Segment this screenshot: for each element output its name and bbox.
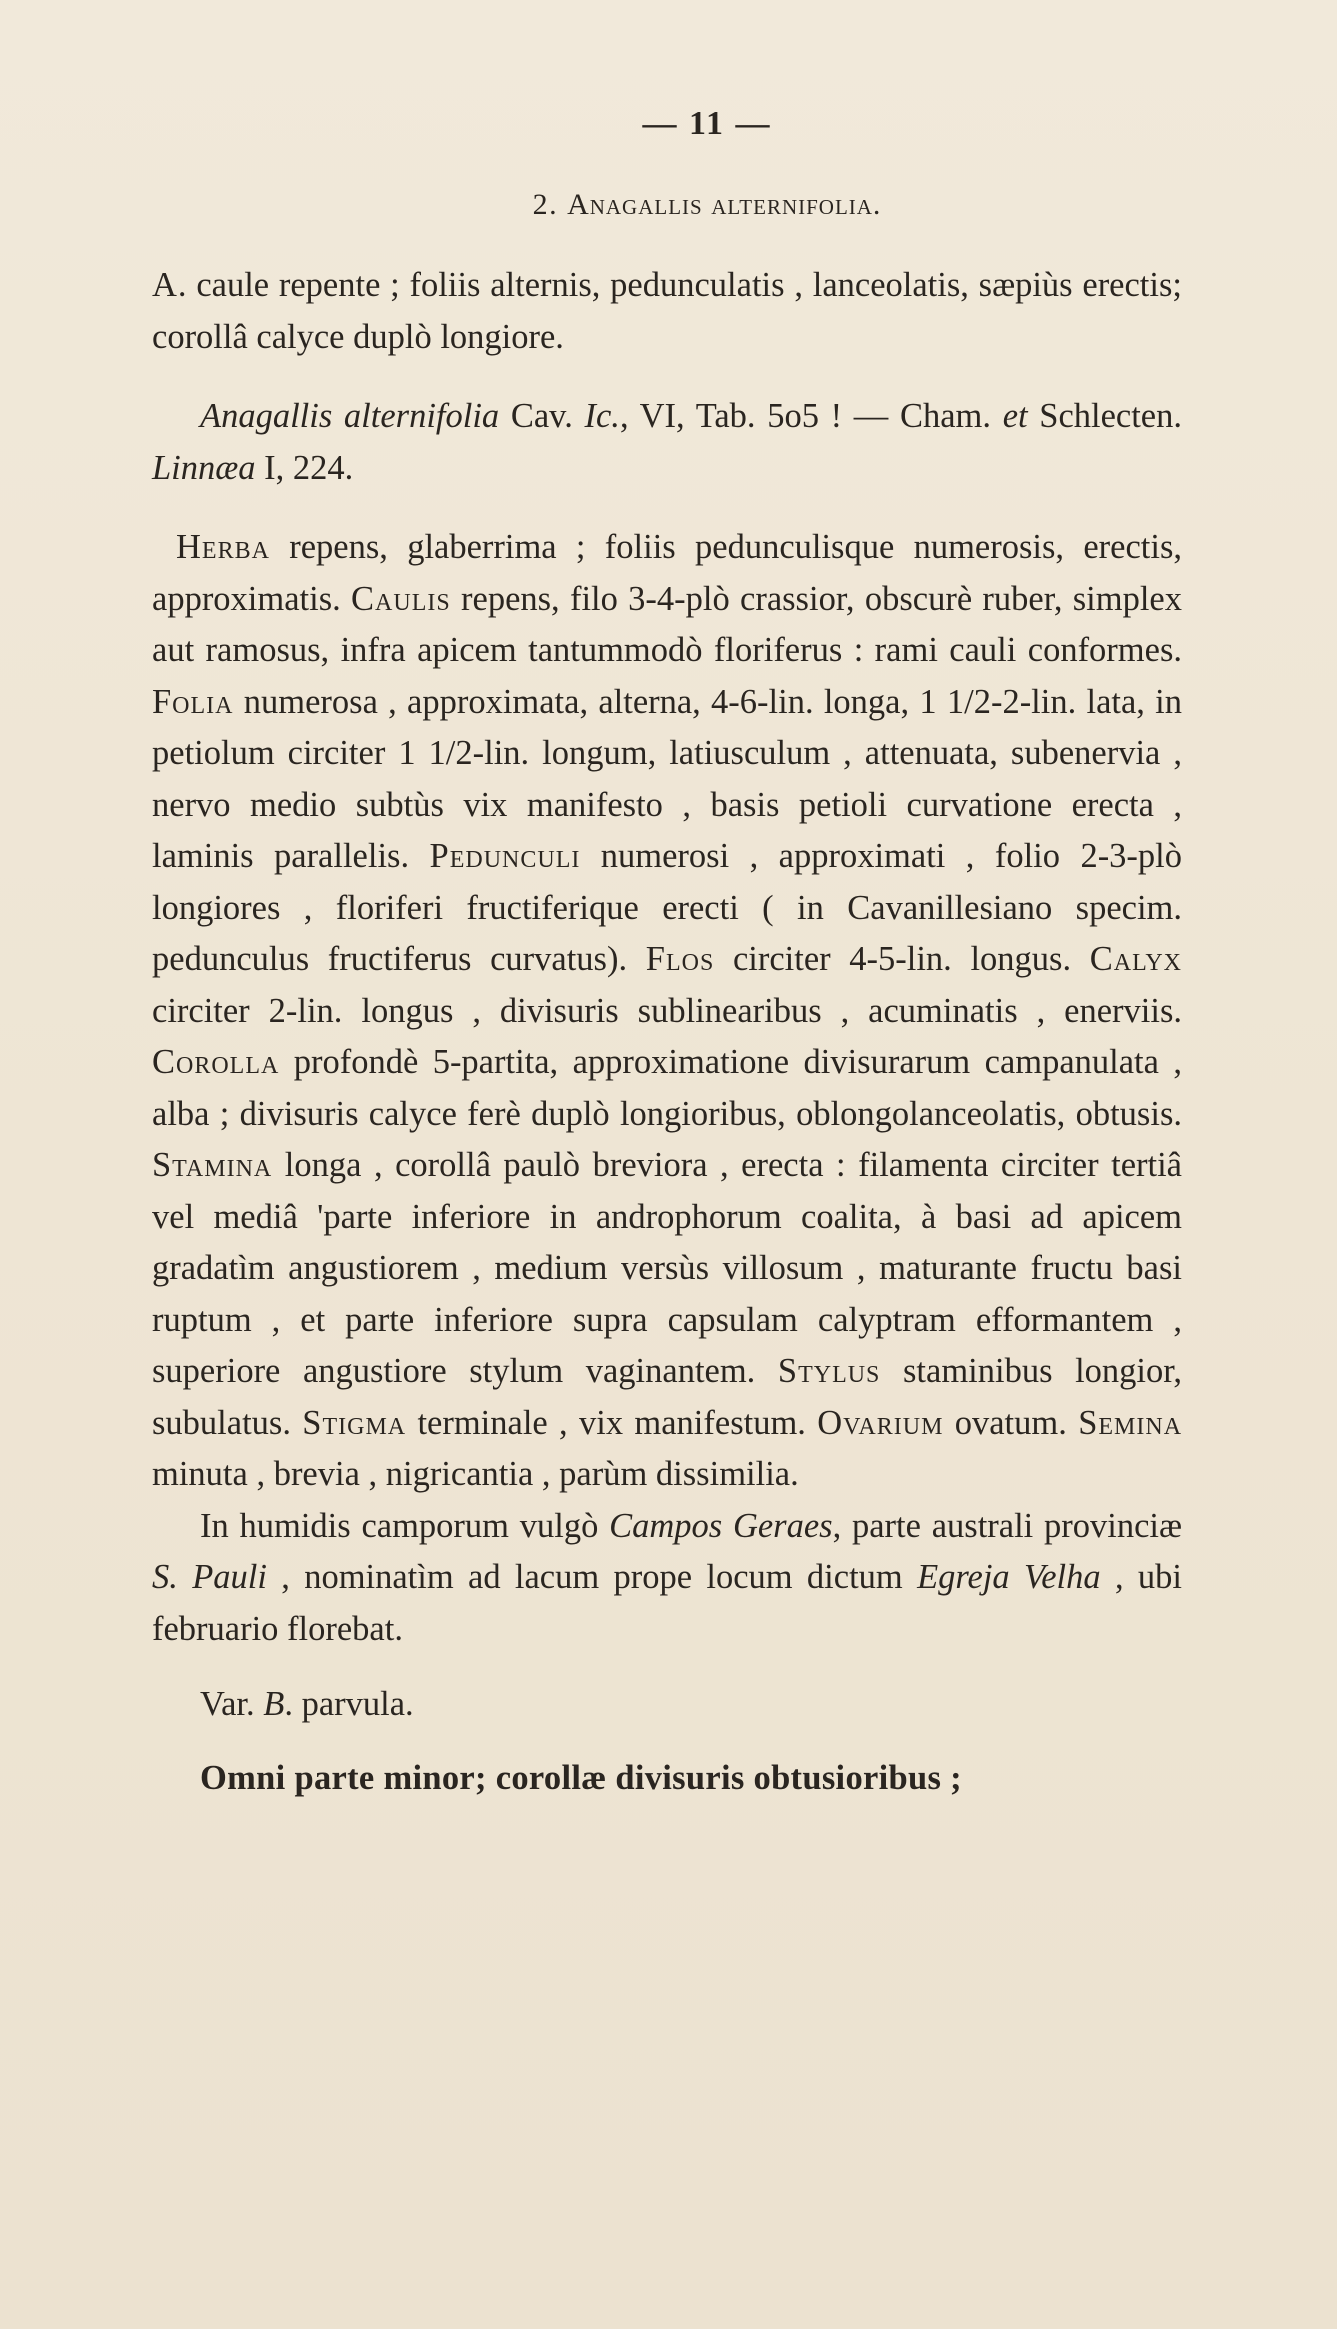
synonym-name: Anagallis alternifolia bbox=[200, 397, 500, 435]
habitat-text-3: , nominatìm ad lacum prope locum dictum bbox=[266, 1558, 918, 1596]
stigma-label: Stigma bbox=[302, 1403, 407, 1442]
habitat-paragraph bbox=[152, 1501, 1182, 1656]
stylus-label: Stylus bbox=[777, 1352, 881, 1390]
folia-label: Folia bbox=[152, 682, 234, 721]
diagnosis-paragraph bbox=[152, 260, 1182, 363]
synonym-author-2: Schlecten. bbox=[1027, 397, 1182, 435]
variety-name: . parvula. bbox=[284, 1685, 414, 1723]
variety-heading bbox=[152, 1679, 1182, 1731]
caulis-text: repens, filo 3-4-plò crassior, obscurè ruber, simplex aut ramosus, infra apicem tantummodò floriferus : rami cauli conformes. bbox=[152, 579, 1182, 669]
habitat-place-2: S. Pauli bbox=[152, 1558, 267, 1596]
stamina-label: Stamina bbox=[152, 1146, 273, 1184]
herba-text: repens, glaberrima ; foliis pedunculisque numerosis, erectis, approximatis. bbox=[152, 528, 1182, 618]
habitat-text-4: , ubi februario florebat. bbox=[152, 1558, 1183, 1648]
synonym-citation: , VI, Tab. 5o5 ! — Cham. bbox=[619, 397, 992, 435]
pedunculi-label: Pedunculi bbox=[429, 837, 581, 875]
species-number: 2. bbox=[532, 188, 559, 221]
calyx-label: Calyx bbox=[1089, 940, 1182, 978]
pedunculi-text: numerosi , approximati , folio 2-3-plò longiores , floriferi fructiferique erecti ( in Cavanillesiano specim. pedunculus fructiferus curvatus). bbox=[152, 837, 1183, 978]
synonym-author: Cav. bbox=[499, 397, 585, 435]
page-number: — 11 — bbox=[642, 105, 772, 142]
habitat-text-1: In humidis camporum vulgò bbox=[200, 1506, 610, 1545]
calyx-text: circiter 2-lin. longus , divisuris sublinearibus , acuminatis , enerviis. bbox=[152, 991, 1182, 1030]
diagnosis-text: . caule repente ; foliis alternis, pedunculatis , lanceolatis, sæpiùs erectis; corollâ calyce duplò longiore. bbox=[152, 266, 1182, 356]
synonymy-paragraph bbox=[152, 391, 1182, 494]
flos-label: Flos bbox=[645, 940, 715, 978]
species-heading bbox=[232, 184, 1182, 226]
species-name: Anagallis alternifolia. bbox=[567, 188, 882, 221]
synonym-et: et bbox=[1002, 397, 1028, 435]
habitat-place-1: Campos Geraes bbox=[609, 1506, 833, 1545]
semina-text: minuta , brevia , nigricantia , parùm dissimilia. bbox=[152, 1455, 799, 1493]
ovarium-label: Ovarium bbox=[817, 1403, 944, 1442]
synonym-work-2: Linnæa bbox=[152, 448, 256, 487]
variety-label: Var. bbox=[200, 1685, 264, 1723]
variety-letter: B bbox=[263, 1685, 285, 1723]
diagnosis-letter: A bbox=[152, 266, 178, 304]
text-block bbox=[152, 98, 1182, 1804]
description-paragraph bbox=[152, 522, 1182, 1501]
corolla-text: profondè 5-partita, approximatione divisurarum campanulata , alba ; divisuris calyce ferè duplò longioribus, oblongolanceolatis, obtusis. bbox=[152, 1043, 1182, 1133]
habitat-text-2: , parte australi provinciæ bbox=[832, 1506, 1182, 1545]
herba-label: Herba bbox=[176, 528, 270, 566]
folia-text: numerosa , approximata, alterna, 4-6-lin. longa, 1 1/2-2-lin. lata, in petiolum circiter 1 1/2-lin. longum, latiusculum , attenuata, subenervia , nervo medio subtùs vix manifesto , basis petioli curvatione erecta , laminis parallelis. bbox=[152, 682, 1182, 875]
variety-description: Omni parte minor; corollæ divisuris obtusioribus ; bbox=[200, 1758, 962, 1797]
synonym-work: Ic. bbox=[584, 397, 620, 435]
semina-label: Semina bbox=[1078, 1403, 1183, 1442]
stigma-text: terminale , vix manifestum. bbox=[406, 1403, 818, 1442]
stylus-text: staminibus longior, subulatus. bbox=[152, 1352, 1182, 1442]
corolla-label: Corolla bbox=[152, 1043, 280, 1081]
synonym-citation-2: I, 224. bbox=[255, 448, 354, 487]
flos-text: circiter 4-5-lin. longus. bbox=[714, 940, 1090, 978]
habitat-place-3: Egreja Velha bbox=[917, 1558, 1101, 1596]
ovarium-text: ovatum. bbox=[943, 1403, 1079, 1442]
caulis-label: Caulis bbox=[351, 579, 451, 618]
stamina-text: longa , corollâ paulò breviora , erecta : filamenta circiter tertiâ vel mediâ 'parte inferiore in androphorum coalita, à basi ad apicem gradatìm angustiorem , medium versùs villosum , maturante fructu basi ruptum , et parte inferiore supra capsulam calyptram efformantem , superiore angustiore stylum vaginantem. bbox=[152, 1146, 1182, 1390]
